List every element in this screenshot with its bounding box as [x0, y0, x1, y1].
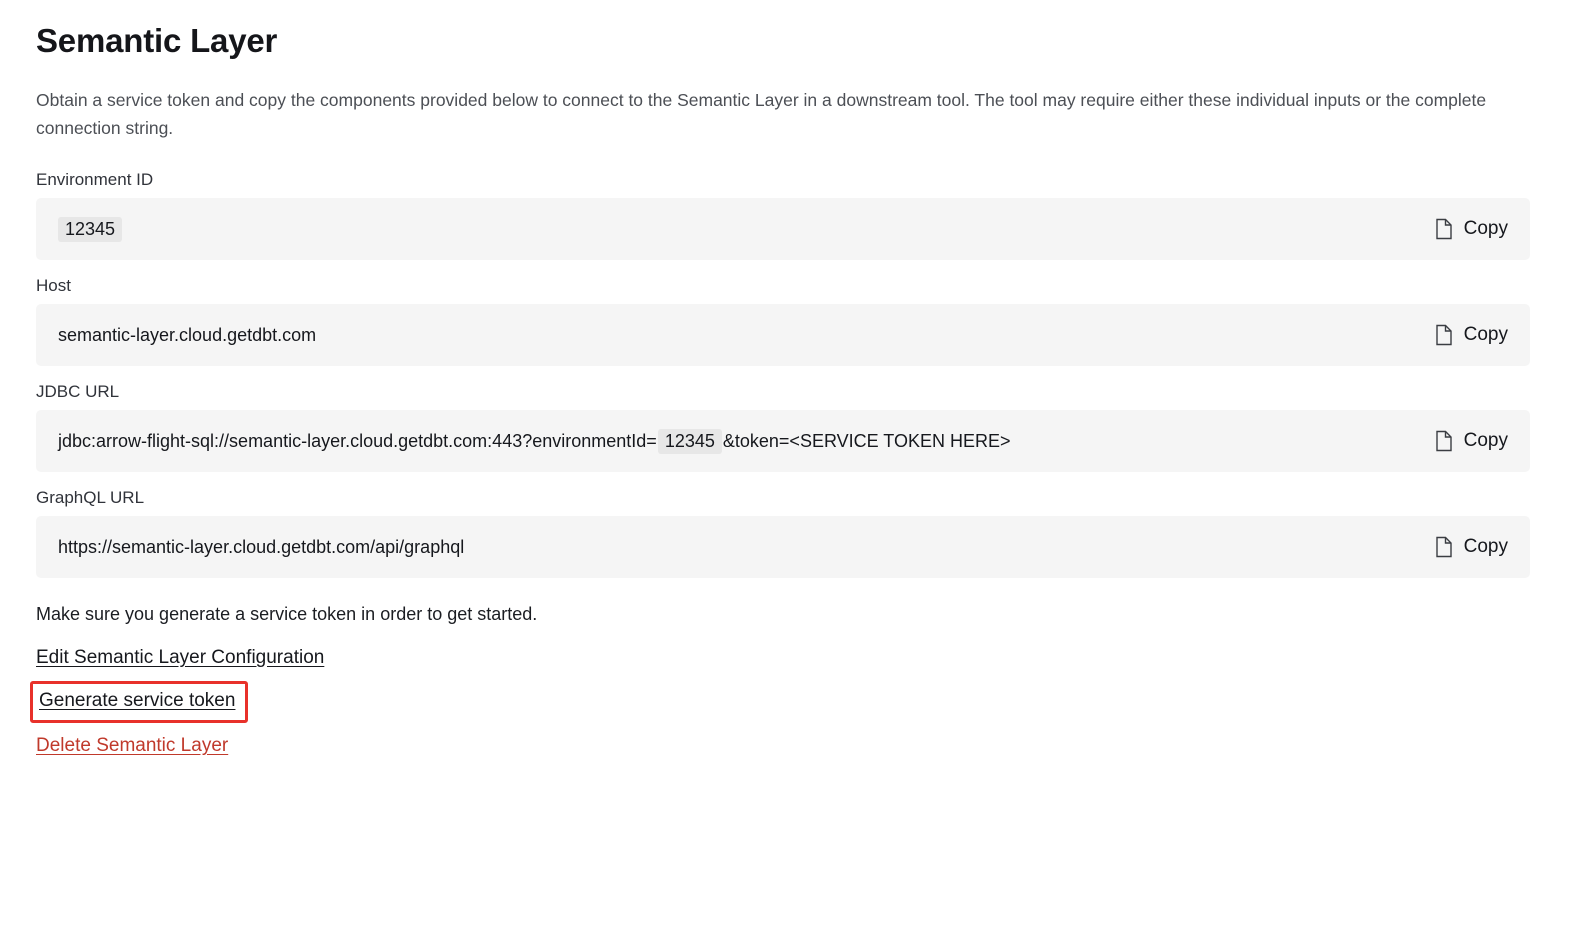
copy-label-host: Copy: [1463, 324, 1508, 345]
jdbc-prefix: jdbc:arrow-flight-sql://semantic-layer.cloud.getdbt.com:443?environmentId=: [58, 430, 657, 451]
copy-label-environment-id: Copy: [1463, 218, 1508, 239]
field-row-jdbc-url: [36, 410, 1530, 472]
generate-service-token-highlight: [30, 681, 248, 723]
field-value-host: semantic-layer.cloud.getdbt.com: [58, 324, 317, 345]
field-row-environment-id: [36, 198, 1530, 260]
copy-icon: [1433, 217, 1455, 241]
generate-service-token-link[interactable]: Generate service token: [39, 690, 236, 711]
copy-label-jdbc-url: Copy: [1463, 430, 1508, 451]
edit-semantic-layer-configuration-link[interactable]: Edit Semantic Layer Configuration: [36, 647, 325, 668]
action-links: [36, 647, 1530, 757]
copy-label-graphql-url: Copy: [1463, 536, 1508, 557]
delete-semantic-layer-link[interactable]: Delete Semantic Layer: [36, 735, 229, 756]
jdbc-environment-id-chip: 12345: [658, 429, 722, 454]
field-jdbc-url: [36, 382, 1530, 472]
copy-icon: [1433, 535, 1455, 559]
field-value-graphql-url: https://semantic-layer.cloud.getdbt.com/api/graphql: [58, 536, 465, 557]
field-label-graphql-url: GraphQL URL: [36, 488, 145, 507]
jdbc-suffix: &token=<SERVICE TOKEN HERE>: [722, 430, 1011, 451]
field-value-environment-id: [58, 217, 122, 242]
copy-icon: [1433, 323, 1455, 347]
field-label-jdbc-url: JDBC URL: [36, 382, 120, 401]
copy-button-jdbc-url[interactable]: [1415, 429, 1508, 453]
field-row-graphql-url: [36, 516, 1530, 578]
copy-button-graphql-url[interactable]: [1415, 535, 1508, 559]
service-token-note: Make sure you generate a service token in order to get started.: [36, 604, 538, 624]
environment-id-chip: 12345: [58, 217, 122, 242]
page-description: Obtain a service token and copy the components provided below to connect to the Semantic Layer in a downstream tool. The tool may require either these individual inputs or the complete connection string.: [36, 90, 1487, 138]
field-label-environment-id: Environment ID: [36, 170, 154, 189]
copy-button-host[interactable]: [1415, 323, 1508, 347]
field-label-host: Host: [36, 276, 71, 295]
copy-button-environment-id[interactable]: [1415, 217, 1508, 241]
copy-icon: [1433, 429, 1455, 453]
field-value-jdbc-url: [58, 429, 1011, 454]
page-title: Semantic Layer: [36, 22, 278, 59]
field-row-host: [36, 304, 1530, 366]
field-host: [36, 276, 1530, 366]
field-environment-id: [36, 170, 1530, 260]
field-graphql-url: [36, 488, 1530, 578]
